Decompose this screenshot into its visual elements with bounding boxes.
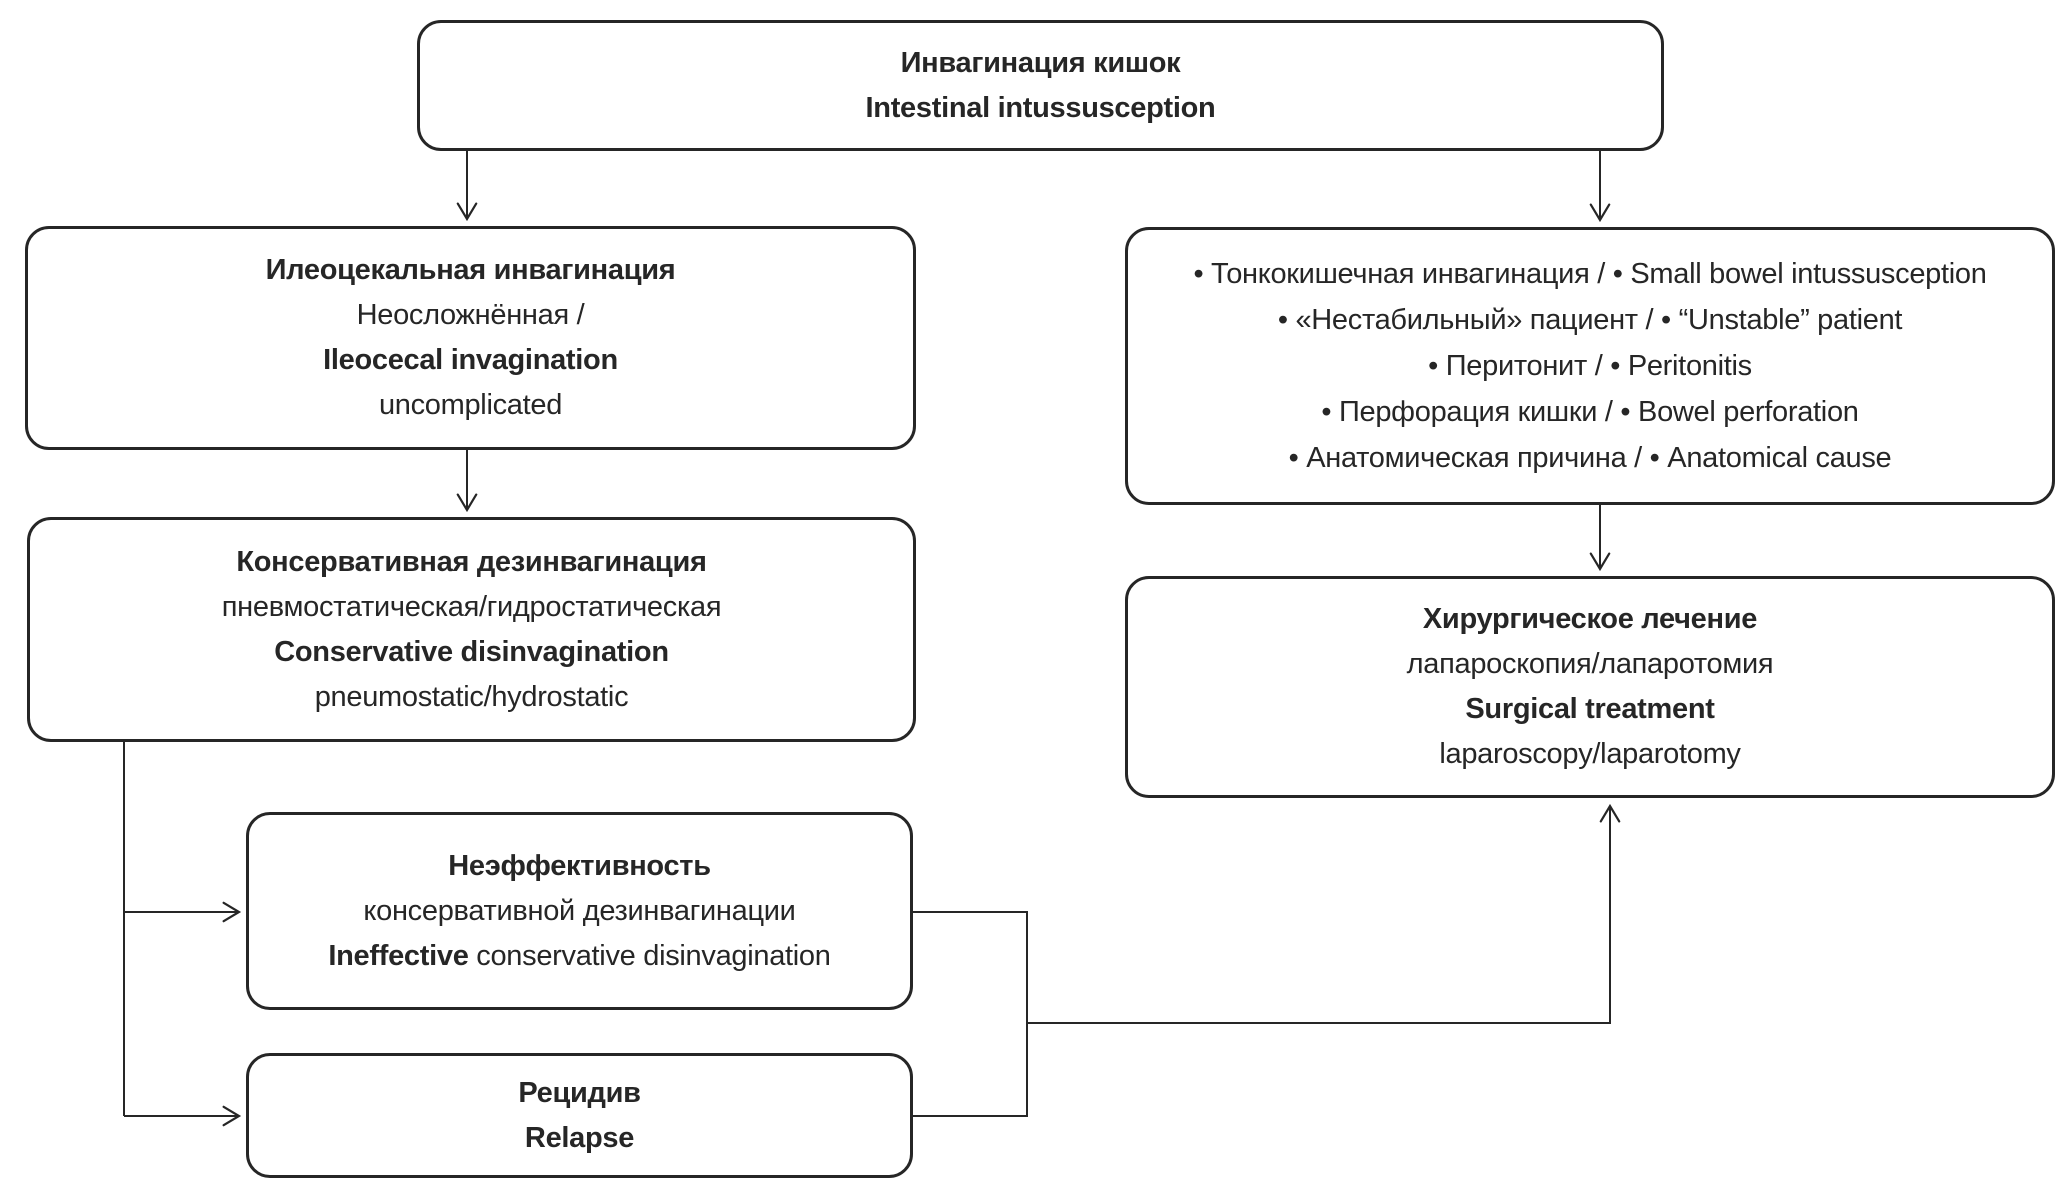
node-relapse xyxy=(246,1053,913,1178)
node-text-line: Неосложнённая / xyxy=(356,299,585,331)
bullet-item: • Перитонит / • Peritonitis xyxy=(1428,350,1752,382)
node-text-line: uncomplicated xyxy=(378,389,563,421)
node-text-line: Консервативная дезинвагинация xyxy=(236,545,707,578)
node-surgical-treatment xyxy=(1125,576,2055,798)
node-text-segment: conservative disinvagination xyxy=(476,939,831,972)
node-text-line: Хирургическое лечение xyxy=(1422,603,1758,635)
bullet-item: • Анатомическая причина / • Anatomical cause xyxy=(1288,442,1892,474)
node-conservative-disinvagination xyxy=(27,517,916,742)
node-text-segment: Ineffective xyxy=(328,939,477,972)
bullet-item: • Тонкокишечная инвагинация / • Small bowel intussusception xyxy=(1193,258,1987,290)
node-ineffective-conservative-disinvagination xyxy=(246,812,913,1010)
node-text-line: пневмостатическая/гидростатическая xyxy=(221,590,722,623)
node-text-line: pneumostatic/hydrostatic xyxy=(314,680,629,713)
node-text-line: Илеоцекальная инвагинация xyxy=(265,254,676,286)
node-text-line: Relapse xyxy=(524,1121,635,1154)
node-ileocecal-invagination-uncomplicated xyxy=(25,226,916,450)
node-text-line: консервативной дезинвагинации xyxy=(363,894,796,927)
line-ineffective-relapse-junction xyxy=(913,912,1027,1116)
node-text-line: Intestinal intussusception xyxy=(865,91,1216,124)
node-text-line: Conservative disinvagination xyxy=(274,635,669,668)
bullet-item: • Перфорация кишки / • Bowel perforation xyxy=(1321,396,1859,428)
bullet-item: • «Нестабильный» пациент / • “Unstable” patient xyxy=(1277,304,1903,336)
arrow-junction-to-surgical xyxy=(1027,806,1610,1023)
node-text-line: Рецидив xyxy=(518,1076,641,1109)
node-text-line: лапароскопия/лапаротомия xyxy=(1406,648,1774,680)
node-text-line: Ileocecal invagination xyxy=(323,344,618,376)
node-text-line: laparoscopy/laparotomy xyxy=(1439,738,1741,770)
node-text-line xyxy=(328,934,830,979)
node-text-line: Инвагинация кишок xyxy=(900,46,1181,79)
node-text-line: Неэффективность xyxy=(448,849,711,882)
node-text-line: Surgical treatment xyxy=(1465,693,1715,725)
node-intestinal-intussusception xyxy=(417,20,1664,151)
node-surgical-indications-list xyxy=(1125,227,2055,505)
